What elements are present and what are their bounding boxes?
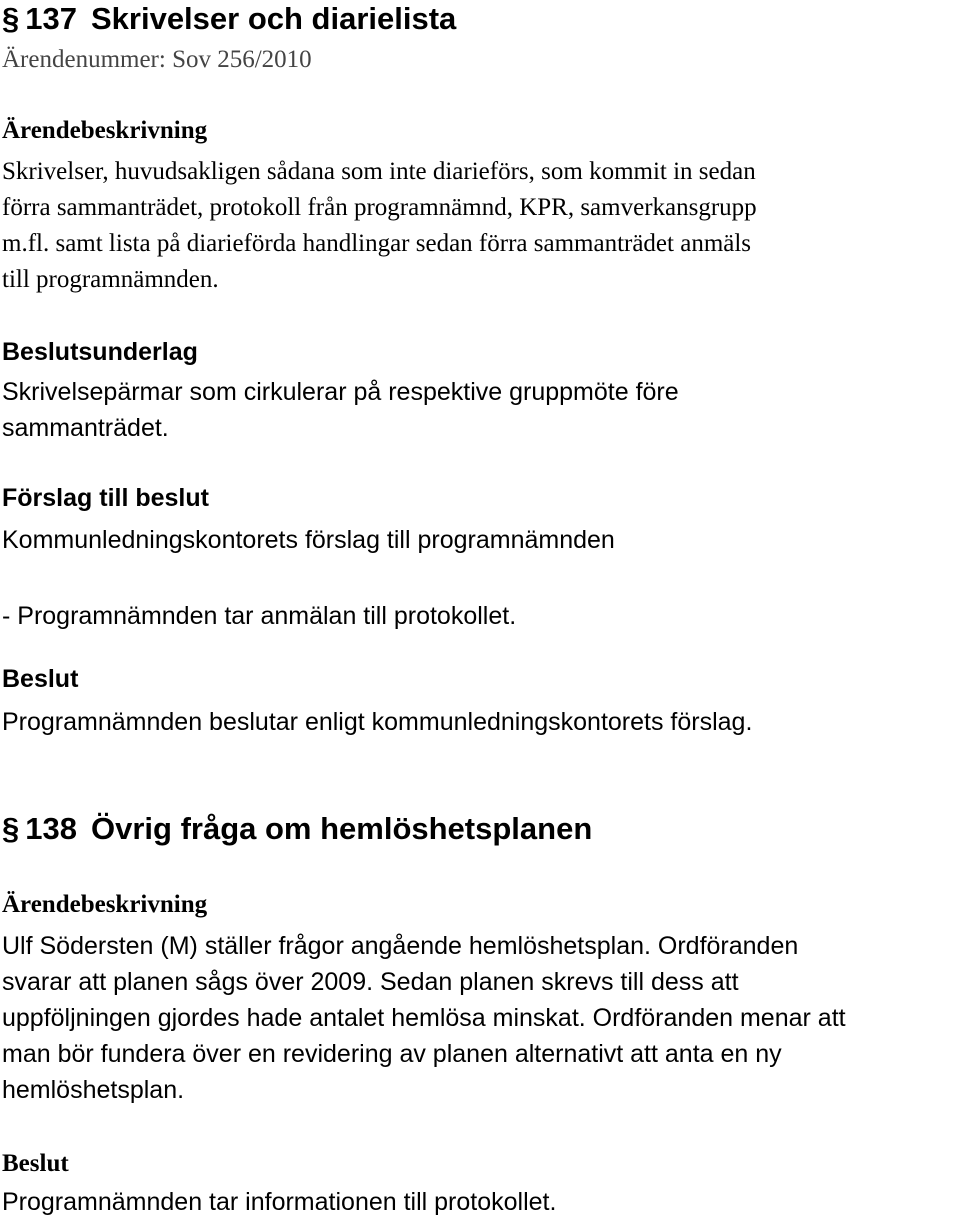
section-title: Övrig fråga om hemlöshetsplanen — [90, 811, 593, 846]
decision-text: Programnämnden tar informationen till protokollet. — [2, 1188, 557, 1216]
description-line: uppföljningen gjordes hade antalet hemlösa minskat. Ordföranden menar att — [2, 1004, 846, 1032]
section-number: 138 — [25, 811, 77, 846]
proposal-item: - Programnämnden tar anmälan till protokollet. — [2, 602, 517, 630]
heading-description: Ärendebeskrivning — [2, 117, 208, 144]
description-text — [2, 931, 846, 1111]
description-line: förra sammanträdet, protokoll från programnämnd, KPR, samverkansgrupp — [2, 194, 757, 221]
section-title: Skrivelser och diarielista — [90, 1, 457, 36]
description-line: hemlöshetsplan. — [2, 1076, 185, 1104]
basis-text — [2, 377, 679, 449]
heading-basis: Beslutsunderlag — [2, 338, 198, 366]
proposal-intro: Kommunledningskontorets förslag till programnämnden — [2, 526, 615, 554]
description-line: Ulf Södersten (M) ställer frågor angående hemlöshetsplan. Ordföranden — [2, 932, 799, 960]
description-line: man bör fundera över en revidering av planen alternativt att anta en ny — [2, 1040, 782, 1068]
description-line: svarar att planen sågs över 2009. Sedan planen skrevs till dess att — [2, 968, 739, 996]
heading-decision: Beslut — [2, 665, 79, 693]
decision-text: Programnämnden beslutar enligt kommunledningskontorets förslag. — [2, 708, 753, 736]
description-text — [2, 154, 757, 298]
heading-proposal: Förslag till beslut — [2, 484, 209, 512]
paragraph-symbol-icon: § — [2, 1, 20, 36]
description-line: Skrivelser, huvudsakligen sådana som inte diarieförs, som kommit in sedan — [2, 158, 756, 185]
basis-line: sammanträdet. — [2, 414, 169, 442]
basis-line: Skrivelsepärmar som cirkulerar på respektive gruppmöte före — [2, 378, 679, 406]
case-number: Ärendenummer: Sov 256/2010 — [2, 46, 312, 73]
section-138-heading — [2, 812, 592, 846]
heading-decision: Beslut — [2, 1150, 69, 1177]
paragraph-symbol-icon: § — [2, 811, 20, 846]
heading-description: Ärendebeskrivning — [2, 891, 208, 918]
description-line: till programnämnden. — [2, 266, 219, 293]
section-number: 137 — [25, 1, 77, 36]
description-line: m.fl. samt lista på diarieförda handlingar sedan förra sammanträdet anmäls — [2, 230, 752, 257]
section-137-heading — [2, 2, 456, 36]
